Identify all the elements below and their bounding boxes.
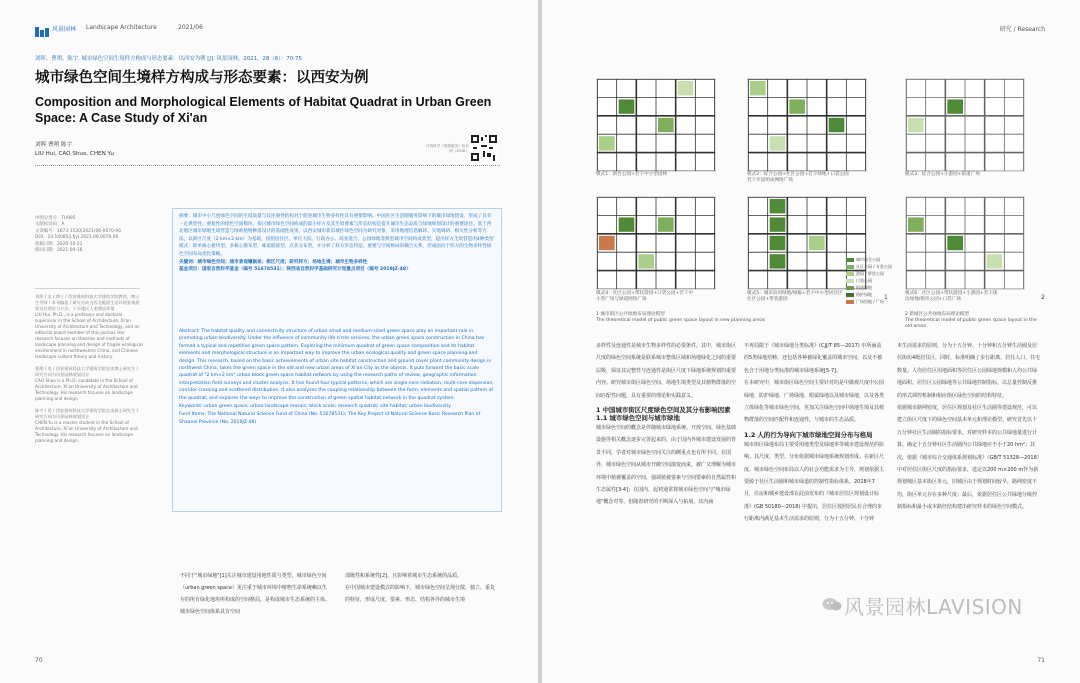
figure-caption-2-cn: 2 新城区公共绿地布局理论模型 xyxy=(905,312,970,317)
abstract-cn: 摘要：城市中小尺度绿色空间的生境质量与其连通性结构对于促进城市生物多样性具有重要影响。中国社区生活圈服务影响下的城市绿地建设，形成了具有一定典型性、重复性的绿色空间模块。探讨城市绿色空间构成的最小样方及其生境要素与形态结构是提升城市生态品质与绿地规划设计的重要途径。基于西北地区城市绿地生境营造与绿被植物种落设计的基础性成果，以西安城市新旧城区绿色空间为研究对象，采用地理信息解译、实地调研、相关性分析等方法，以街区尺度（2 km×2 km）为基础，按照居住区、单位大院、行政办公、商业混合、公园绿地等典型城市空间构成类型，提出样方生境营造的4种类型模式：即单核心板块型、多核心散布型、廊道联接型、点状分布型，并分析了样方形态特征。重要与空间格局的耦合关系，形成面向于样方的生物多样性绿色空间布局优化策略。 xyxy=(179,214,494,257)
body-text-col2: 部级性和系统性[2]，且影响着城市生态系统的品质。 在中国城市建设模式的影响下，城市绿色空间呈现分散、独立、重复的特征，形成尺度、要素、形态、结构各异的城市生境 xyxy=(345,573,496,603)
left-page xyxy=(0,0,538,683)
journal-logo-text: 风景园林 xyxy=(52,26,77,33)
article-info-line: 收稿日期：2020-10-21 xyxy=(35,241,83,247)
block-diagram-4 xyxy=(597,197,715,289)
title-cn: 城市绿色空间生境样方构成与形态要素：以西安为例 xyxy=(35,69,369,86)
abstract-en: Abstract: The habitat quality and connectivity structure of urban small and medium-sized green space play an important role in promoting urban biodiversity. Under the influence of community life circle services, the urban green space construction in China has formed a typical and repetitive green space pattern. Exploring the minimum quadrat of green space composition and its habitat elements and morphological structure is an important way to improve the urban ecological quality and green space planning and design. This research, based on the basic achievements of urban site habitat construction and ground cover plant community design in northwest China, takes the green space in the old and new urban areas of Xi'an City as the objects. It puts forward the basic scale quadrat of "2 km×2 km" urban block green space habitat network by using the research paths of review, geographic information interpretation field surveys and cluster analysis. It has found four typical patterns, which are single-core radiation, multi-core dispersion, corridor crossing and scattered distribution. It also analyzes the coupling relationship between the form, elements and spatial pattern of the quadrat, and explores the ways to improve the construction of green spatial habitat network in the quadrat system. xyxy=(179,329,494,401)
fund-en: Fund Items: The National Natural Science Fund of China (No. 51678531); The Key Project of Natural Science Basic Research Plan of Shaanxi Province (No. 2019JZ-48) xyxy=(179,412,481,425)
legend-label: 社区公园 / 专类公园 xyxy=(856,264,892,269)
figure-label-2: 模式2：综合公园+社区公园+若干绿地+口袋公园 若干步道组成网络广场 xyxy=(747,172,849,183)
legend-swatch xyxy=(846,265,854,269)
legend-label: 游园 / 带状公园 xyxy=(856,271,884,276)
article-info xyxy=(35,216,140,254)
watermark: 风景园林LAVISION xyxy=(844,595,1023,619)
green-block xyxy=(678,81,694,95)
legend-label: 口袋公园 xyxy=(856,278,872,283)
author-note: CAO Shuo is a Ph.D. candidate in the School of Architecture, Xi'an University of Architecture and Technology. His research focuses on landscape planning and design. xyxy=(35,378,138,401)
journal-logo-icon xyxy=(35,22,49,32)
figure-caption-1-cn: 1 城市街区公共绿地布局理论模型 xyxy=(596,312,665,317)
figure-pattern-2 xyxy=(747,78,867,172)
figure-label-1: 模式1：街台公园+若干中小型园林 xyxy=(596,172,668,177)
figure-label-5: 模式5：城市滨河绿地/绿廊+若干中小型居住区 社区公园+带状游园 xyxy=(747,291,843,302)
section-heading-1: 1 中国城市街区尺度绿色空间及其分布影响因素 xyxy=(596,406,731,415)
divider-info xyxy=(35,288,140,289)
body-column-2 xyxy=(744,340,884,526)
green-block xyxy=(770,236,786,250)
figure-number-1: 1 xyxy=(884,294,888,301)
citation: 刘晖、曹朔、陈宇. 城市绿色空间生境样方构成与形态要素：以西安为例 [J]. 风景园林，2021，28（6）：70-75 xyxy=(35,56,302,62)
body-text-col1: 不同于"城市绿地"[1]关注城市建设用地性质与类型，城市绿色空间（urban green space）更注重于城市环境中植物生命系统赖以生存的所有绿化地块所构成的空间格局，是构成城市生态系统的主体。城市绿色空间体系具有空间 xyxy=(180,573,331,615)
figure-pattern-6 xyxy=(905,196,1025,290)
green-block xyxy=(908,118,924,132)
green-block xyxy=(809,236,825,250)
watermark-icon xyxy=(822,596,842,610)
block-diagram-1 xyxy=(597,79,715,171)
body-paragraph: 不再局限于《城市绿地分类标准》(CJJ/T 85—2017) 中所涵盖的5类绿地范畴，还包括各种被绿化覆盖的城市空间，以及不被包含于用地分类标准的城市绿地系统[5-7]。 在本研究中，城市街区绿色空间主要针对的是中微观尺度中公园绿地、防护绿地、广场绿地、附属绿地以及城市绿地，以及各类立体绿化等城市绿色空间，更加关注绿色空间中场地生境及其植物群落的空间匹配性和连通性，与城市的生态品质。 xyxy=(744,343,885,424)
figure-pattern-3 xyxy=(905,78,1025,172)
green-block xyxy=(770,254,786,268)
body-paragraph: 城市街区绿地布局主要受用地类型及绿地率等城市建设规范的影响。其尺度、类型、分布依据城市绿地系统规划形成。在新区尺度，城市绿色空间布局以人的社会功能需求为主导，规划依据主要源于社区生活圈和城市绿道的控制性指标体系。2018年7月，住房和城乡建设部在此前发布的《城市居住区规划设计标准》(GB 50180—2018) 中提出，居住区按照居民在合理的步行距离内满足基本生活需求的原则，分为十五分钟、十分钟 xyxy=(744,441,885,523)
authors-cn: 刘晖 曹朔 陈宇 xyxy=(35,142,73,148)
article-info-line: DOI：10.14085/j.fjyl.2021.06.0070.06 xyxy=(35,235,119,241)
keywords-cn: 关键词：城市绿色空间；城市景观镶嵌体；街区尺度；研究样方；场地生境；城市生物多样性 xyxy=(179,259,368,265)
block-diagram-3 xyxy=(906,79,1024,171)
green-block xyxy=(829,118,845,132)
legend-label: 街道绿地 xyxy=(856,285,872,290)
author-note: 陈宇 / 男 / 西安建筑科技大学建筑学院在读硕士研究生 / 研究方向为风景园林规划设计 xyxy=(35,408,139,419)
green-block xyxy=(908,217,924,231)
abstract-en-block xyxy=(179,328,495,426)
green-block xyxy=(770,199,786,213)
figure-caption-1-en: The theoretical model of public green space layout in new planning areas xyxy=(596,318,766,323)
legend-label: 广场用地 / 广场 xyxy=(856,299,884,304)
green-block xyxy=(638,254,654,268)
body-paragraph: 城市绿色空间的概念是伴随城市绿地系统、开放空间、绿色基础设施等相关概念逐步完善起来的，由于国内外城市建设发展的背景不同，学者对城市绿色空间关注的侧重点也有所不同。在国外，城市绿色空间从城市开敞空间演变而来，被广义理解为城市环境中植被覆盖的空间，强调植被要素与空间要素的自然属性和生态属性[3-4]；在国内，起初通常将城市绿色空间与"城市绿地"概念对等，但随着研究的不断深入与拓展，其内涵 xyxy=(596,425,737,506)
green-block xyxy=(599,236,615,250)
section-heading-1-1: 1.1 城市绿色空间与城市绿地 xyxy=(596,414,680,423)
issue-number: 2021/06 xyxy=(178,24,203,31)
legend-swatch xyxy=(846,272,854,276)
body-column-1 xyxy=(596,340,736,509)
article-info-line: 文章编号：1673-1530(2021)06-0070-06 xyxy=(35,228,122,234)
title-en: Composition and Morphological Elements of Habitat Quadrat in Urban Green Space: A Case Study of Xi'an xyxy=(35,95,492,125)
author-note: 刘晖 / 女 / 博士 / 西安建筑科技大学建筑学院教授、博士生导师 / 本刊编委 / 研究方向为西北脆弱生态环境景观规划设计理论与方法；干旱地区人类聚居环境 xyxy=(35,294,140,311)
figure-label-6: 模式6：社区公园+带状游园+小游园+若干街 边绿地/街旁公园+口袋广场 xyxy=(905,291,998,302)
authors-en: LIU Hui, CAO Shuo, CHEN Yu xyxy=(35,151,114,157)
figure-caption-2 xyxy=(905,312,1045,330)
article-info-line: 文献标识码：A xyxy=(35,222,65,228)
body-column-3: 本生活需求的原则，分为十五分钟、十分钟和五分钟生活圈及居住街坊4级居住区，同时，标准明确了步行距离、居住人口、住宅数量。人均居住区用地面积等居住区公园绿地规模和人均公共绿地面积。居住区公园绿地等公共绿地控制指标，以总量控制反推的形式调控机制和相应街区绿色空间的结构特征。 依据城市路网密度，居住区规划及社区生活圈等建设规范，可以建立街区尺度下的绿色空间基本单元和理论模型。研究首先以十五分钟社区生活圈的指标要求，对研究样本的公共绿地量进行计算，确定十五分钟社区生活圈内公共绿地应不小于20 hm²；其次，依据《城市综合交通体系规划标准》（GB/T 51328—2018）中对居住区街区尺度的指标要求，选定以200 m×200 m作为新规划城区基本街区单元，旧城区由于规划时间较早，路网密度不均，街区单元存在多种尺度；最后，依据居住区公共绿地分级控制指标和最小或本路径结构建出研究样本的绿色空间模式。 xyxy=(897,343,1041,511)
author-note: 曹朔 / 男 / 西安建筑科技大学建筑学院在读博士研究生 / 研究方向为风景园林规划设计 xyxy=(35,366,139,377)
section-heading-1-2: 1.2 人的行为导向下城市绿地空间分布与格局 xyxy=(744,430,873,439)
figure-label-4: 模式4：社区公园+带状游园+口袋公园+若干中 小型广场与绿道网络广场 xyxy=(596,291,694,302)
legend-label: 防护绿地 xyxy=(856,292,872,297)
green-block xyxy=(599,136,615,150)
page-number-left: 70 xyxy=(35,657,43,664)
legend-swatch xyxy=(846,279,854,283)
legend-item xyxy=(846,256,916,263)
green-block xyxy=(658,118,674,132)
figure-label-3: 模式3：综合公园+小游园+街道广场 xyxy=(905,172,980,177)
block-diagram-2 xyxy=(748,79,866,171)
legend-label: 城市综合公园 xyxy=(856,257,880,262)
author-note: CHEN Yu is a master student in the School of Architecture, Xi'an University of Architecture and Technology. His research focuses on landscape planning and design. xyxy=(35,420,138,443)
right-page xyxy=(542,0,1080,683)
green-block xyxy=(658,217,674,231)
section-header: 研究 / Research xyxy=(999,26,1045,33)
figure-caption-2-en: The theoretical model of public green space layout in the old areas xyxy=(905,318,1037,329)
journal-name: Landscape Architecture xyxy=(86,24,157,31)
author-notes xyxy=(35,294,143,444)
green-block xyxy=(947,236,963,250)
qr-code-icon xyxy=(471,135,497,161)
figure-pattern-4 xyxy=(596,196,716,290)
figure-caption-1 xyxy=(596,312,836,324)
green-block xyxy=(619,217,635,231)
figure-pattern-1 xyxy=(596,78,716,172)
keywords-en: Keywords: urban green space; urban landscape mosaic; block scale; research quadrat; site habitat; urban biodiversity xyxy=(179,404,451,410)
figure-number-2: 2 xyxy=(1041,294,1045,301)
green-block xyxy=(770,217,786,231)
green-block xyxy=(770,136,786,150)
legend-item xyxy=(846,270,916,277)
green-block xyxy=(987,254,1003,268)
legend-swatch xyxy=(846,286,854,290)
fund-cn: 基金项目：国家自然科学基金（编号 51678531）；陕西省自然科学基础研究计划重点项目（编号 2019JZ-48） xyxy=(179,267,411,273)
article-info-line: 修回日期：2021-04-16 xyxy=(35,248,83,254)
legend-item xyxy=(846,277,916,284)
divider-upper xyxy=(35,165,500,166)
abstract-cn-block xyxy=(179,213,495,274)
body-paragraph: 多样性及连通性是城市生物多样性的必要条件。其中，城市街区尺度的绿色空间系统是联系城市整体区域和场地绿化之间的重要层级，保证其完整性与连通性是街区尺度下绿地系统规划的重要内容。研究城市街区绿色空间、场地生境类型及其植物群落的空间匹配性问题，具有重要的理论和实践意义。 xyxy=(596,343,737,399)
legend-item xyxy=(846,284,916,291)
block-diagram-6 xyxy=(906,197,1024,289)
green-block xyxy=(947,99,963,113)
green-block xyxy=(750,81,766,95)
page-number-right: 71 xyxy=(1037,657,1045,664)
green-block xyxy=(789,99,805,113)
legend-item xyxy=(846,263,916,270)
qr-label: 开放科学（资源服务）标识码（OSID） xyxy=(425,144,469,153)
article-info-line: 中图分类号：TU985 xyxy=(35,216,76,221)
green-block xyxy=(619,99,635,113)
legend-swatch xyxy=(846,258,854,262)
author-note: LIU Hui, Ph.D., is a professor and doctoral supervisor in the School of Architecture, Xi'an University of Architecture and Technology, and an editorial board member of this journal. Her research focuses on theories and methods of landscape planning and design of fragile ecological environment in northwestern China, and Chinese landscape culture theory and history. xyxy=(35,312,143,359)
